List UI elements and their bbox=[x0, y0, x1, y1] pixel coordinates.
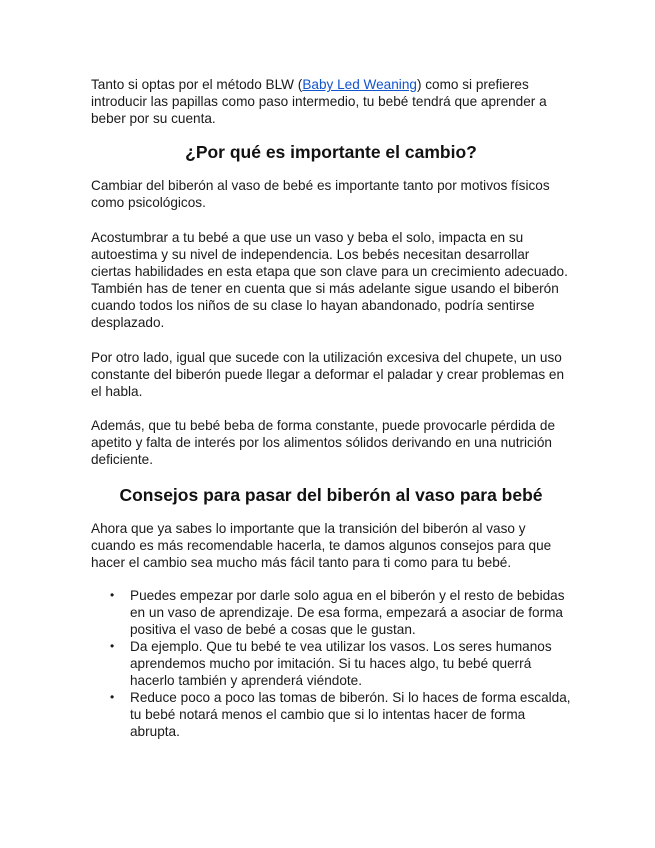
paragraph-change-reasons: Cambiar del biberón al vaso de bebé es importante tanto por motivos físicos como psicológicos. bbox=[91, 178, 550, 210]
intro-paragraph bbox=[91, 76, 571, 127]
paragraph-appetite: Además, que tu bebé beba de forma constante, puede provocarle pérdida de apetito y falta de interés por los alimentos sólidos derivando en una nutrición deficiente. bbox=[91, 418, 556, 467]
list-item bbox=[110, 587, 571, 638]
list-item-text: Puedes empezar por darle solo agua en el biberón y el resto de bebidas en un vaso de aprendizaje. De esa forma, empezará a asociar de forma positiva el vaso de bebé a cosas que le gustan. bbox=[130, 588, 565, 637]
paragraph-independence: Acostumbrar a tu bebé a que use un vaso y beba el solo, impacta en su autoestima y su nivel de independencia. Los bebés necesitan desarrollar ciertas habilidades en esta etapa que son clave para un crecimiento adecuado. También has de tener en cuenta que si más adelante sigue usando el biberón cuando todos los niños de su clase lo hayan abandonado, podría sentirse desplazado. bbox=[91, 230, 568, 330]
intro-text-start: Tanto si optas por el método BLW ( bbox=[91, 77, 303, 92]
bullet-icon: • bbox=[110, 639, 115, 653]
list-item-text: Reduce poco a poco las tomas de biberón. Si lo haces de forma escalda, tu bebé notará menos el cambio que si lo intentas hacer de forma abrupta. bbox=[130, 690, 571, 739]
section-heading-tips: Consejos para pasar del biberón al vaso para bebé bbox=[119, 485, 543, 505]
bullet-icon: • bbox=[110, 588, 115, 602]
list-item-text: Da ejemplo. Que tu bebé te vea utilizar los vasos. Los seres humanos aprendemos mucho por imitación. Si tu haces algo, tu bebé querrá hacerlo también y aprenderá viéndote. bbox=[130, 639, 552, 688]
intro-text-end: ) como si prefieres introducir las papillas como paso intermedio, tu bebé tendrá que aprender a beber por su cuenta. bbox=[91, 77, 547, 126]
document-page bbox=[91, 76, 571, 740]
paragraph-tips-intro: Ahora que ya sabes lo importante que la transición del biberón al vaso y cuando es más recomendable hacerla, te damos algunos consejos para que hacer el cambio sea mucho más fácil tanto para ti como para tu bebé. bbox=[91, 521, 552, 570]
tips-list bbox=[91, 587, 571, 740]
list-item bbox=[110, 689, 571, 740]
section-heading-importance: ¿Por qué es importante el cambio? bbox=[185, 142, 477, 162]
list-item bbox=[110, 638, 571, 689]
bullet-icon: • bbox=[110, 690, 115, 704]
baby-led-weaning-link[interactable]: Baby Led Weaning bbox=[302, 77, 417, 92]
paragraph-palate: Por otro lado, igual que sucede con la utilización excesiva del chupete, un uso constante del biberón puede llegar a deformar el paladar y crear problemas en el habla. bbox=[91, 350, 565, 399]
